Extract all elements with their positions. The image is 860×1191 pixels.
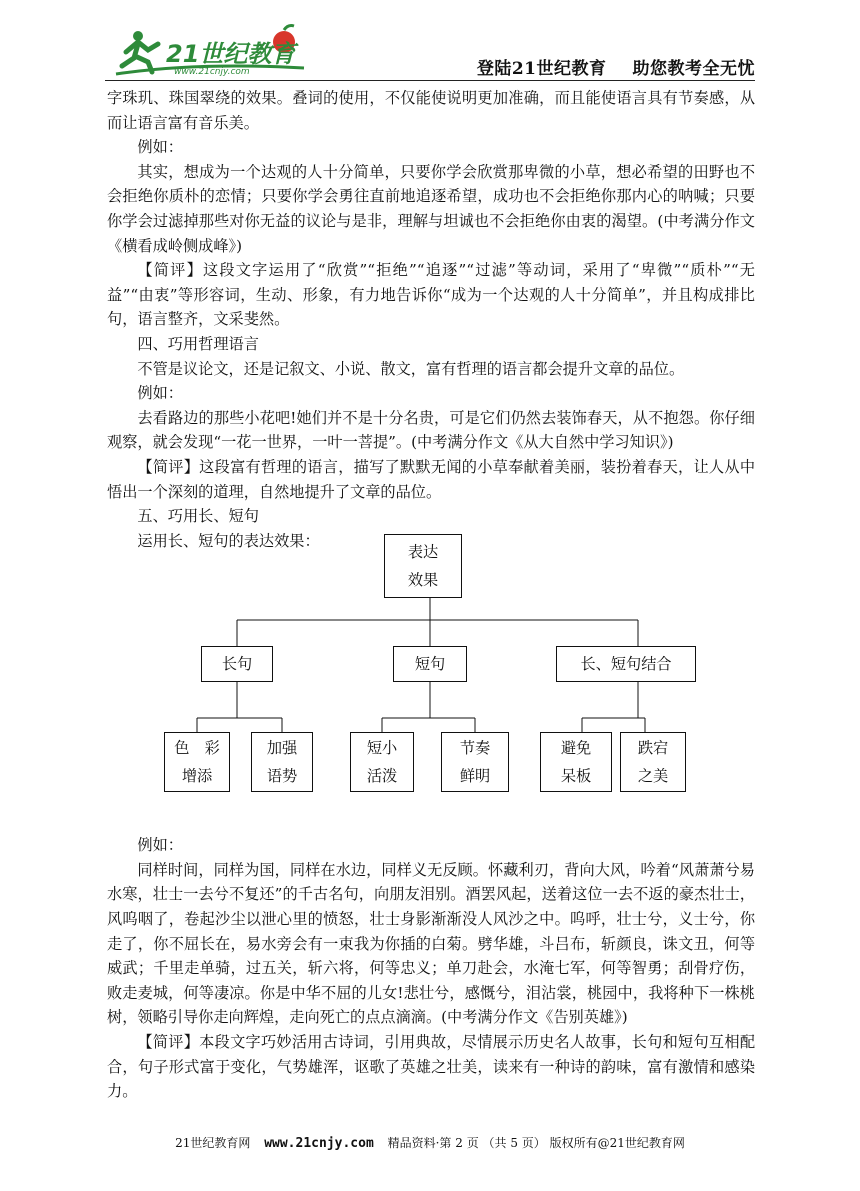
leaf-line-1: 短小 (366, 739, 398, 757)
diagram-leaf-node (251, 732, 313, 792)
diagram-node-long-sentence (201, 646, 273, 682)
leaf-line-2: 之美 (637, 767, 669, 785)
root-line-1: 表达 (407, 543, 439, 561)
node-label: 长、短句结合 (580, 655, 672, 673)
diagram-leaf-node (350, 732, 414, 792)
diagram-leaf-node (540, 732, 612, 792)
expression-effect-diagram (160, 534, 700, 796)
paragraph: 例如： (137, 138, 183, 157)
review-paragraph: 【简评】本段文字巧妙活用古诗词，引用典故，尽情展示历史名人故事，长句和短句互相配合，句子形式富于变化，气势雄浑，讴歌了英雄之壮美，读来有一种诗的韵味，富有激情和感染力。 (107, 1033, 755, 1101)
paragraph: 例如： (137, 836, 183, 855)
leaf-line-1: 跌宕 (637, 739, 669, 757)
leaf-line-1: 节奏 (459, 739, 491, 757)
leaf-line-1: 加强 (266, 739, 298, 757)
leaf-line-2: 活泼 (366, 767, 398, 785)
logo-url: www.21cnjy.com (174, 67, 250, 77)
logo-text: 21世纪教育 (166, 40, 296, 68)
paragraph: 同样时间，同样为国，同样在水边，同样义无反顾。怀藏利刃，背向大风，吟着“风萧萧兮易水寒，壮士一去兮不复还”的千古名句，向朋友泪别。酒罢风起，送着这位一去不返的豪杰壮士，风呜咽了，卷起沙尘以泄心里的愤怒，壮士身影渐渐没人风沙之中。呜呼，壮士兮，义士兮，你走了，你不屈长在，易水旁会有一束我为你插的白菊。劈华雄，斗吕布，斩颜良，诛文丑，何等威武；千里走单骑，过五关，斩六将，何等忠义；单刀赴会，水淹七军，何等智勇；刮骨疗伤，败走麦城，何等凄凉。你是中华不屈的儿女!悲壮兮，感慨兮，泪沾裳，桃园中，我将种下一株桃树，领略引导你走向辉煌，走向死亡的点点滴滴。(中考满分作文《告别英雄》) (107, 860, 755, 1027)
node-label: 长句 (221, 655, 253, 673)
review-paragraph: 【简评】这段富有哲理的语言，描写了默默无闻的小草奉献着美丽，装扮着春天，让人从中悟出一个深刻的道理，自然地提升了文章的品位。 (107, 457, 755, 501)
footer-site-link[interactable]: www.21cnjy.com (264, 1136, 374, 1151)
footer-site-name: 21世纪教育网 (175, 1136, 251, 1150)
header-divider (105, 80, 755, 81)
review-paragraph: 【简评】这段文字运用了“欣赏”“拒绝”“追逐”“过滤”等动词，采用了“卑微”“质朴”“无益”“由衷”等形容词，生动、形象，有力地告诉你“成为一个达观的人十分简单”，并且构成排比句，语言整齐，文采斐然。 (107, 261, 755, 329)
diagram-node-short-sentence (393, 646, 467, 682)
leaf-line-2: 语势 (266, 767, 298, 785)
leaf-line-1: 色 彩 (174, 739, 220, 757)
root-line-2: 效果 (407, 571, 439, 589)
header-slogan (477, 54, 755, 79)
paragraph: 不管是议论文，还是记叙文、小说、散文，富有哲理的语言都会提升文章的品位。 (137, 359, 685, 378)
footer-page-info: 精品资料·第 2 页 （共 5 页） (387, 1136, 546, 1150)
leaf-line-2: 呆板 (560, 767, 592, 785)
leaf-line-2: 鲜明 (459, 767, 491, 785)
diagram-leaf-node (620, 732, 686, 792)
paragraph: 去看路边的那些小花吧!她们并不是十分名贵，可是它们仍然去装饰春天，从不抱怨。你仔细观察，就会发现“一花一世界，一叶一菩提”。(中考满分作文《从大自然中学习知识》) (107, 408, 755, 452)
leaf-line-1: 避免 (560, 739, 592, 757)
diagram-root-node (384, 534, 462, 598)
paragraph: 运用长、短句的表达效果： (137, 531, 320, 550)
leaf-line-2: 增添 (181, 767, 213, 785)
diagram-leaf-node (164, 732, 230, 792)
site-logo[interactable] (108, 22, 308, 78)
paragraph: 例如： (137, 384, 183, 403)
section-heading: 四、巧用哲理语言 (137, 334, 259, 353)
diagram-node-combined (556, 646, 696, 682)
header-slogan-left: 登陆21世纪教育 (476, 59, 607, 79)
footer-copyright: 版权所有@21世纪教育网 (549, 1136, 685, 1150)
paragraph: 其实，想成为一个达观的人十分简单，只要你学会欣赏那卑微的小草，想必希望的田野也不会拒绝你质朴的恋情；只要你学会勇往直前地追逐希望，成功也不会拒绝你那内心的呐喊；只要你学会过滤掉那些对你无益的议论与是非，理解与坦诚也不会拒绝你由衷的渴望。(中考满分作文《横看成岭侧成峰》) (107, 162, 755, 255)
section-heading: 五、巧用长、短句 (137, 507, 259, 526)
header-slogan-right: 助您教考全无忧 (632, 59, 755, 79)
paragraph: 字珠玑、珠国翠绕的效果。叠词的使用，不仅能使说明更加准确，而且能使语言具有节奏感，从而让语言富有音乐美。 (107, 89, 755, 132)
diagram-leaf-node (441, 732, 509, 792)
node-label: 短句 (414, 655, 446, 673)
page-footer (0, 1134, 860, 1151)
page-header (0, 0, 860, 82)
